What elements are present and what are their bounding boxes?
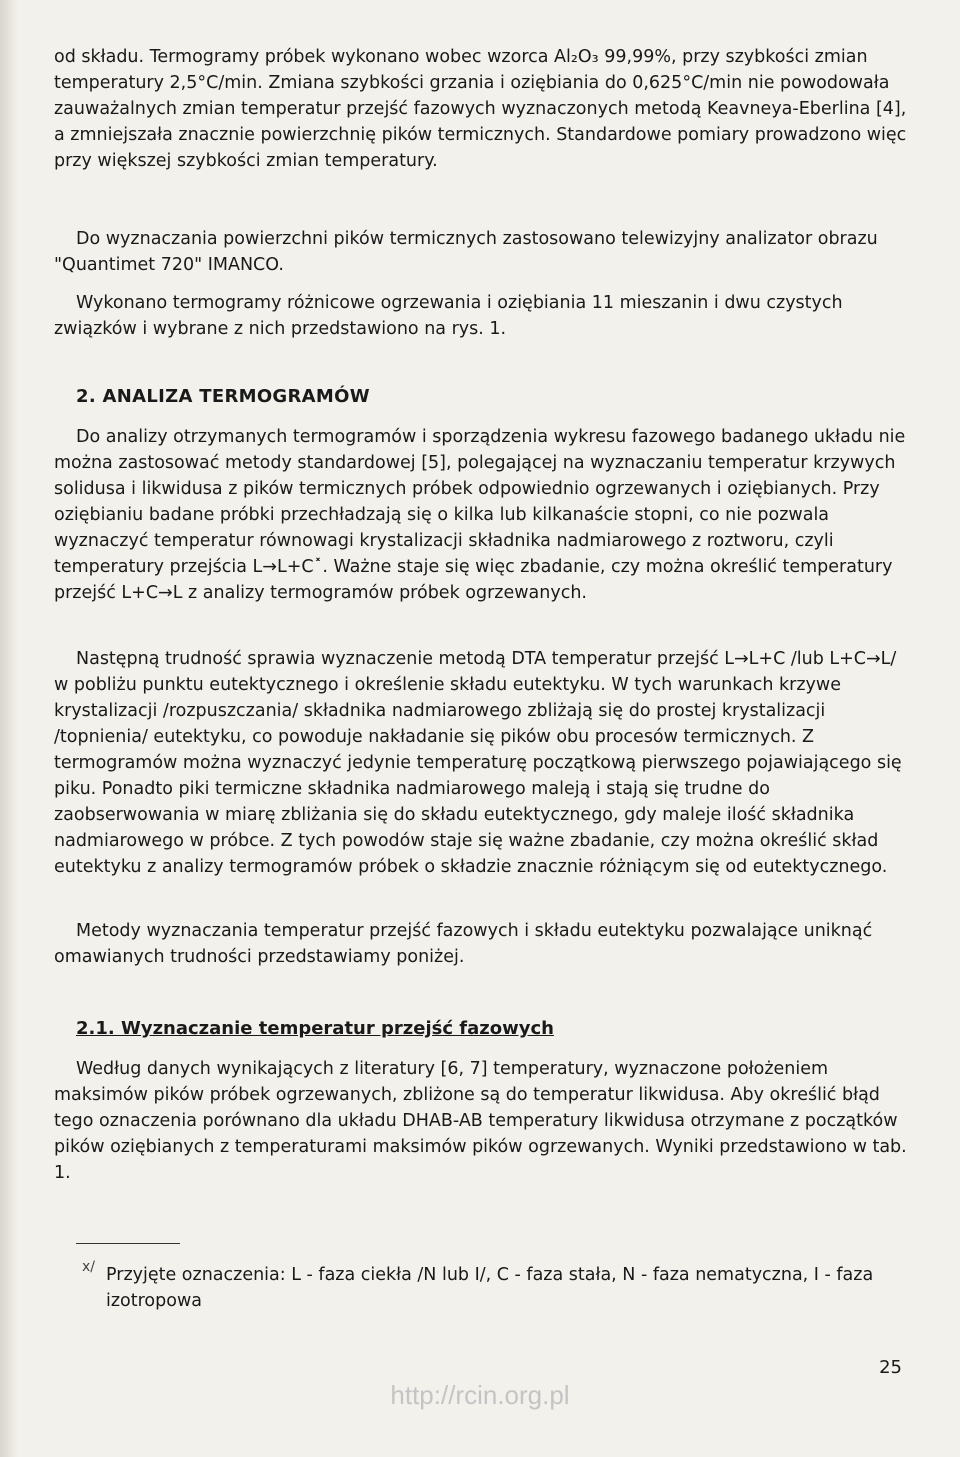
watermark-url: http://rcin.org.pl <box>390 1380 570 1410</box>
paragraph-5: Następną trudność sprawia wyznaczenie metodą DTA temperatur przejść L→L+C /lub L+C→L/ w pobliżu punktu eutektycznego i określenie składu eutektyku. W tych warunkach krzywe krystalizacji /rozpuszczania/ składnika nadmiarowego zbliżają się do prostej krystalizacji /topnienia/ eutektyku, co powoduje nakładanie się pików obu procesów termicznych. Z termogramów można wyznaczyć jedynie temperaturę początkową pierwszego pojawiającego się piku. Ponadto piki termiczne składnika nadmiarowego maleją i stają się trudne do zaobserwowania w miarę zbliżania się do składu eutektycznego, gdy maleje ilość składnika nadmiarowego w próbce. Z tych powodów staje się ważne zbadanie, czy można określić skład eutektyku z analizy termogramów próbek o składzie znacznie różniącym się od eutektycznego. <box>54 649 902 877</box>
section-heading: 2. ANALIZA TERMOGRAMÓW <box>76 386 370 407</box>
footnote-marker: x/ <box>82 1259 96 1275</box>
subsection-heading: 2.1. Wyznaczanie temperatur przejść fazowych <box>76 1018 554 1039</box>
paragraph-6: Metody wyznaczania temperatur przejść fazowych i składu eutektyku pozwalające uniknąć omawianych trudności przedstawiamy poniżej. <box>54 921 873 967</box>
paragraph-2: Do wyznaczania powierzchni pików termicznych zastosowano telewizyjny analizator obrazu "Quantimet 720" IMANCO. <box>54 229 878 275</box>
paragraph-3: Wykonano termogramy różnicowe ogrzewania i oziębiania 11 mieszanin i dwu czystych związków i wybrane z nich przedstawiono na rys. 1. <box>54 293 843 339</box>
footnote-rule <box>76 1243 180 1244</box>
footnote-text: Przyjęte oznaczenia: L - faza ciekła /N lub I/, C - faza stała, N - faza nematyczna, I - faza izotropowa <box>106 1265 874 1311</box>
page-edge-shadow <box>0 0 18 1457</box>
page-number: 25 <box>879 1357 902 1378</box>
paragraph-7: Według danych wynikających z literatury [6, 7] temperatury, wyznaczone położeniem maksimów pików próbek ogrzewanych, zbliżone są do temperatur likwidusa. Aby określić błąd tego oznaczenia porównano dla układu DHAB-AB temperatury likwidusa otrzymane z początków pików oziębianych z temperaturami maksimów pików ogrzewanych. Wyniki przedstawiono w tab. 1. <box>54 1059 907 1183</box>
paragraph-1: od składu. Termogramy próbek wykonano wobec wzorca Al₂O₃ 99,99%, przy szybkości zmian temperatury 2,5°C/min. Zmiana szybkości grzania i oziębiania do 0,625°C/min nie powodowała zauważalnych zmian temperatur przejść fazowych wyznaczonych metodą Keavneya-Eberlina [4], a zmniejszała znacznie powierzchnię pików termicznych. Standardowe pomiary prowadzono więc przy większej szybkości zmian temperatury. <box>54 47 907 171</box>
paragraph-4: Do analizy otrzymanych termogramów i sporządzenia wykresu fazowego badanego układu nie można zastosować metody standardowej [5], polegającej na wyznaczaniu temperatur krzywych solidusa i likwidusa z pików termicznych próbek odpowiednio ogrzewanych i oziębianych. Przy oziębianiu badane próbki przechładzają się o kilka lub kilkanaście stopni, co nie pozwala wyznaczyć temperatur równowagi krystalizacji składnika nadmiarowego z roztworu, czyli temperatury przejścia L→L+C˟. Ważne staje się więc zbadanie, czy można określić temperatury przejść L+C→L z analizy termogramów próbek ogrzewanych. <box>54 427 906 603</box>
